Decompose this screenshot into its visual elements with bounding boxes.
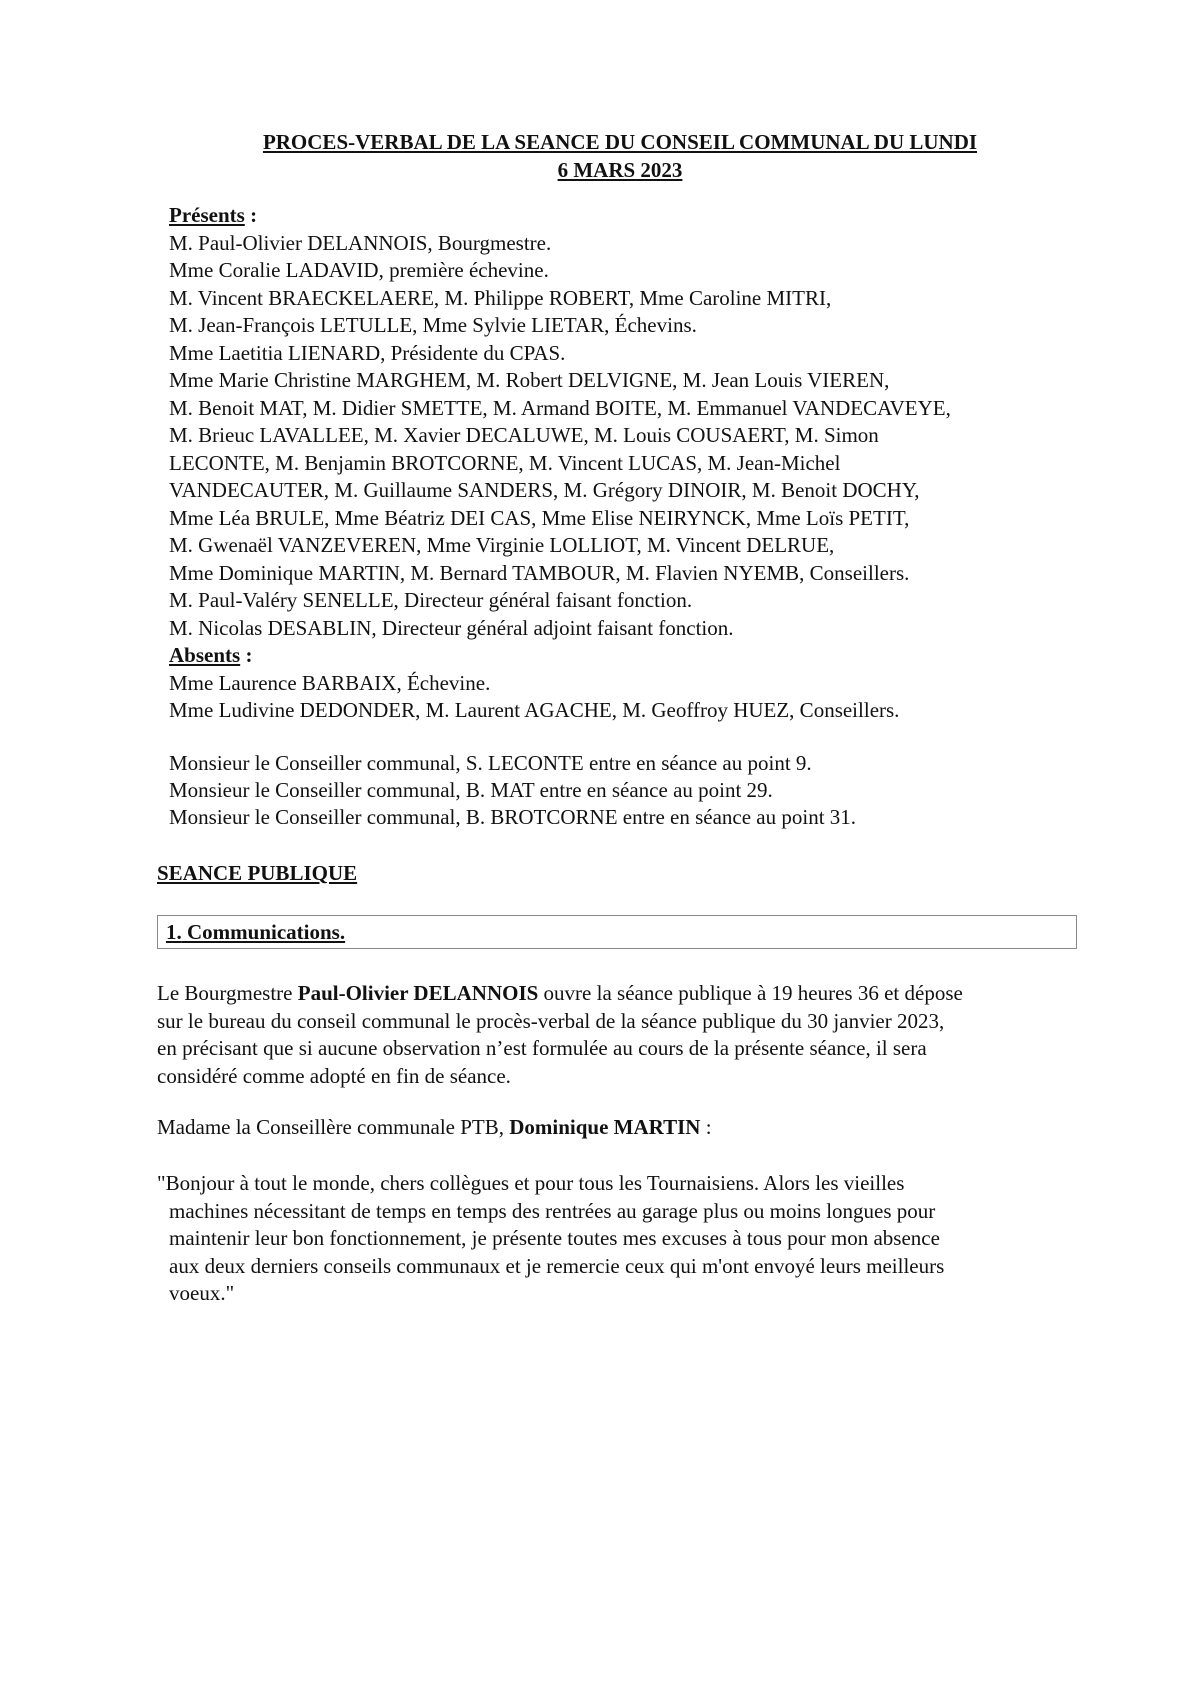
arrival-note: Monsieur le Conseiller communal, B. BROTCORNE entre en séance au point 31. [169, 805, 857, 829]
presents-line: M. Gwenaël VANZEVEREN, Mme Virginie LOLLIOT, M. Vincent DELRUE, [169, 533, 835, 557]
presents-line: Mme Coralie LADAVID, première échevine. [169, 258, 549, 282]
document-title-line-2: 6 MARS 2023 [557, 158, 683, 182]
absents-line: Mme Laurence BARBAIX, Échevine. [169, 670, 491, 695]
arrival-note: Monsieur le Conseiller communal, B. MAT entre en séance au point 29. [169, 778, 773, 802]
agenda-point-title [166, 919, 345, 946]
opening-text: ouvre la séance publique à 19 heures 36 et dépose [538, 981, 963, 1005]
presents-line: Mme Dominique MARTIN, M. Bernard TAMBOUR, M. Flavien NYEMB, Conseillers. [169, 560, 910, 585]
quote-line: aux deux derniers conseils communaux et je remercie ceux qui m'ont envoyé leurs meilleurs [169, 1253, 945, 1278]
presents-line: Mme Léa BRULE, Mme Béatriz DEI CAS, Mme Elise NEIRYNCK, Mme Loïs PETIT, [169, 505, 910, 530]
section-title: SEANCE PUBLIQUE [157, 861, 358, 885]
agenda-point-label: Communications. [187, 920, 346, 944]
opening-line: sur le bureau du conseil communal le procès-verbal de la séance publique du 30 janvier 2023, [157, 1008, 945, 1033]
quote-line: maintenir leur bon fonctionnement, je présente toutes mes excuses à tous pour mon absence [169, 1226, 940, 1250]
presents-line: M. Vincent BRAECKELAERE, M. Philippe ROBERT, Mme Caroline MITRI, [169, 285, 832, 310]
opening-paragraph [157, 980, 1087, 1090]
speaker-quote [157, 1170, 1087, 1308]
presents-line: M. Benoit MAT, M. Didier SMETTE, M. Armand BOITE, M. Emmanuel VANDECAVEYE, [169, 395, 951, 420]
document-title-line-1: PROCES-VERBAL DE LA SEANCE DU CONSEIL COMMUNAL DU LUNDI [262, 130, 978, 154]
absents-heading: Absents : [169, 643, 253, 667]
speaker-name: Dominique MARTIN [509, 1115, 701, 1139]
quote-line: "Bonjour à tout le monde, chers collègues et pour tous les Tournaisiens. Alors les vieilles [157, 1171, 905, 1195]
agenda-point-number: 1. [166, 920, 182, 944]
presents-line: M. Brieuc LAVALLEE, M. Xavier DECALUWE, M. Louis COUSAERT, M. Simon [169, 423, 879, 447]
quote-line: machines nécessitant de temps en temps des rentrées au garage plus ou moins longues pour [169, 1198, 936, 1223]
presents-heading: Présents : [169, 203, 258, 227]
mayor-name: Paul-Olivier DELANNOIS [297, 981, 539, 1005]
speaker-line [157, 1114, 1087, 1142]
opening-text: Le Bourgmestre [157, 981, 298, 1005]
presents-line: VANDECAUTER, M. Guillaume SANDERS, M. Grégory DINOIR, M. Benoit DOCHY, [169, 478, 920, 502]
speaker-intro: Madame la Conseillère communale PTB, [157, 1115, 510, 1139]
agenda-point-box [157, 915, 1077, 949]
presents-line: Mme Laetitia LIENARD, Présidente du CPAS. [169, 340, 566, 365]
presents-line: Mme Marie Christine MARGHEM, M. Robert DELVIGNE, M. Jean Louis VIEREN, [169, 368, 890, 392]
absents-line: Mme Ludivine DEDONDER, M. Laurent AGACHE, M. Geoffroy HUEZ, Conseillers. [169, 698, 900, 722]
presents-line: M. Paul-Olivier DELANNOIS, Bourgmestre. [169, 230, 552, 255]
attendance-block [169, 202, 1109, 725]
presents-line: LECONTE, M. Benjamin BROTCORNE, M. Vincent LUCAS, M. Jean-Michel [169, 450, 841, 475]
arrival-note: Monsieur le Conseiller communal, S. LECONTE entre en séance au point 9. [169, 751, 812, 775]
opening-line: considéré comme adopté en fin de séance. [157, 1063, 511, 1088]
opening-line: en précisant que si aucune observation n’est formulée au cours de la présente séance, il sera [157, 1036, 927, 1060]
presents-line: M. Paul-Valéry SENELLE, Directeur général faisant fonction. [169, 588, 693, 612]
quote-line: voeux." [169, 1281, 235, 1305]
speaker-colon: : [700, 1115, 712, 1139]
presents-line: M. Jean-François LETULLE, Mme Sylvie LIETAR, Échevins. [169, 313, 697, 337]
presents-line: M. Nicolas DESABLIN, Directeur général adjoint faisant fonction. [169, 615, 734, 640]
